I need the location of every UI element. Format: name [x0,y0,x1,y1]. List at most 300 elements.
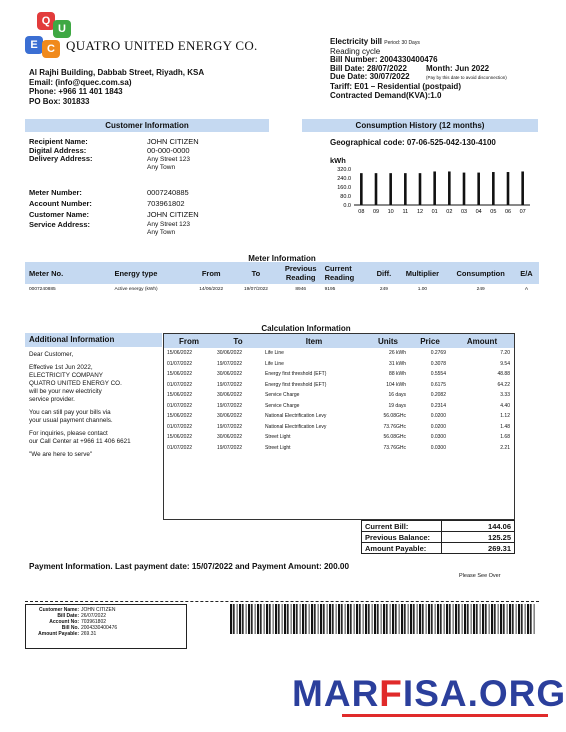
calc-cell: 01/07/2022 [167,381,193,388]
calc-cell: 1.12 [500,413,510,420]
calc-row [164,348,514,359]
account-number-label: Account Number: [29,198,92,208]
calc-cell: 0.3078 [430,360,446,367]
x-tick-label: 10 [387,209,394,215]
customer-name-value: JOHN CITIZEN [147,209,199,219]
payment-info: Payment Information. Last payment date: 15/07/2022 and Payment Amount: 200.00 [29,562,350,571]
y-tick-label: 80.0 [340,194,351,201]
meter-cell: 249 [476,286,485,292]
total-label: Amount Payable: [362,543,442,554]
barcode-bar [485,604,487,634]
barcode-bar [377,604,379,634]
calc-cell: 56.08GHc [383,434,406,441]
barcode-bar [395,604,397,634]
total-row [362,532,515,543]
calc-cell: 31 kWh [389,360,406,367]
barcode-bar [473,604,475,634]
barcode-bar [356,604,358,634]
barcode-bar [314,604,316,634]
barcode-bar [422,604,424,634]
calc-cell: 4.40 [500,402,510,409]
calc-cell: National Electrification Levy [265,423,327,430]
calc-cell: 15/06/2022 [167,392,193,399]
meter-col-diff: Diff. [376,268,392,278]
x-tick-label: 05 [490,209,497,215]
barcode-bar [345,604,346,634]
company-address: Al Rajhi Building, Dabbab Street, Riyadh, KSA [29,68,205,77]
calc-cell: 19/07/2022 [217,381,243,388]
consumption-bar [389,173,392,205]
meter-number-label: Meter Number: [29,188,82,197]
stub-bill-no-label: Bill No. [61,625,79,631]
barcode-bar [302,604,304,634]
total-label: Previous Balance: [362,532,442,543]
bill-number: Bill Number: 2004330400476 [330,55,438,65]
calc-cell: Street Light [265,434,291,441]
barcode-bar [239,604,241,634]
barcode-bar [327,604,328,634]
barcode-bar [464,604,466,634]
note-line: QUATRO UNITED ENERGY CO. [29,380,122,387]
watermark-letter: F [379,673,403,714]
meter-col-meter-no: Meter No. [29,268,64,278]
x-tick-label: 08 [358,209,365,215]
barcode-bar [462,604,463,634]
calc-cell: 19/07/2022 [217,423,243,430]
y-tick-label: 240.0 [337,176,351,183]
calc-header-row [164,334,514,348]
consumption-bar [375,173,378,205]
stub-bill-no-value: 2004330400476 [81,625,118,631]
calc-cell: 30/06/2022 [217,371,243,378]
stub-customer-value: JOHN CITIZEN [81,607,116,613]
watermark-letter: R [351,673,380,714]
calc-cell: 64.22 [497,381,510,388]
barcode-bar [437,604,439,634]
logo-hex-c: C [42,40,60,58]
calc-col-units: Units [378,336,398,346]
service-address-label: Service Address: [29,219,91,229]
x-tick-label: 06 [504,209,512,215]
meter-col-energy-type: Energy type [114,268,158,278]
due-date: Due Date: 30/07/2022 [330,72,410,82]
meter-cell: 8946 [295,286,307,292]
barcode-bar [273,604,274,634]
additional-info-notes [29,351,161,459]
payment-stub [25,604,187,649]
barcode-bar [323,604,325,634]
calc-row [164,390,514,401]
barcode-bar [401,604,403,634]
barcode-bar [503,604,505,634]
calc-cell: 73.76GHc [383,423,406,430]
note-line: Effective 1st Jun 2022, [29,364,93,371]
calc-cell: 01/07/2022 [167,423,193,430]
y-tick-label: 160.0 [337,185,351,192]
calc-cell: 0.0200 [430,413,446,420]
calc-cell: 19/07/2022 [217,360,243,367]
barcode-bar [500,604,502,634]
calc-table-box [163,333,515,520]
meter-cell: Active energy (kWh) [114,286,158,292]
barcode-bar [293,604,295,634]
meter-cell: 9195 [324,286,336,292]
barcode-bar [498,604,499,634]
meter-cell: 1.00 [417,286,428,292]
bill-period: Period: 30 Days [384,40,420,46]
barcode-bar [365,604,367,634]
consumption-header: Consumption History (12 months) [302,119,538,132]
meter-col-from: From [201,268,221,278]
barcode-bar [363,604,364,634]
barcode-bar [390,604,391,634]
barcode-bar [287,604,289,634]
bill-date: Bill Date: 28/07/2022 [330,63,407,73]
meter-col-to: To [251,268,261,278]
calc-cell: 15/06/2022 [167,350,193,357]
barcode-bar [242,604,244,634]
barcode-bar [237,604,238,634]
calc-cell: 0.0300 [430,434,446,441]
barcode-bar [347,604,349,634]
barcode-bar [521,604,523,634]
stub-account-value: 703961802 [81,619,107,625]
barcode-bar [269,604,271,634]
barcode-bar [374,604,376,634]
calc-row [164,411,514,422]
barcode-bar [512,604,514,634]
barcode-bar [491,604,493,634]
calc-cell: 0.2769 [430,350,446,357]
x-tick-label: 03 [460,209,468,215]
calc-cell: 48.88 [497,371,510,378]
total-value: 125.25 [442,532,515,543]
meter-info-title: Meter Information [248,254,316,263]
calc-cell: 19/07/2022 [217,402,243,409]
consumption-bar [507,172,510,205]
delivery-address-label: Delivery Address: [29,154,93,163]
calc-cell: 1.48 [500,423,510,430]
calc-cell: 01/07/2022 [167,360,193,367]
watermark-letter: R [508,673,537,714]
barcode-bar [444,604,445,634]
calc-row [164,380,514,391]
barcode-bar [489,604,490,634]
note-line: ELECTRICITY COMPANY [29,372,103,379]
watermark-letter: . [467,673,479,714]
logo-hex-q: Q [37,12,55,30]
calc-cell: 15/06/2022 [167,434,193,441]
barcode-bar [338,604,340,634]
barcode-bar [482,604,484,634]
calc-info-frame [25,333,515,556]
company-po-box: PO Box: 301833 [29,96,90,106]
note-line: "We are here to serve" [29,451,93,458]
barcode-bar [467,604,469,634]
x-tick-label: 09 [372,209,380,215]
tariff: Tariff: E01 – Residential (postpaid) [330,81,461,91]
y-tick-label: 320.0 [337,167,351,174]
barcode-bar [233,604,235,634]
calc-cell: 30/06/2022 [217,434,243,441]
calc-cell: Life Line [265,360,284,367]
x-tick-label: 04 [475,209,482,215]
consumption-bar [360,173,363,205]
barcode-bar [435,604,436,634]
total-label: Current Bill: [362,521,442,532]
consumption-bar [419,173,422,205]
barcode [230,604,540,634]
barcode-bar [278,604,280,634]
barcode-bar [354,604,355,634]
barcode-bar [291,604,292,634]
calc-info-title: Calculation Information [261,324,351,333]
calc-cell: National Electrification Levy [265,413,327,420]
barcode-bar [372,604,373,634]
barcode-bar [494,604,496,634]
chart-unit: kWh [330,156,346,165]
calc-col-item: Item [305,336,323,346]
barcode-bar [404,604,406,634]
calc-cell: 0.0200 [430,423,446,430]
customer-info-header: Customer Information [25,119,269,132]
calc-cell: 01/07/2022 [167,402,193,409]
barcode-bar [480,604,481,634]
barcode-bar [476,604,478,634]
barcode-bar [525,604,526,634]
service-address-value: Any Street 123 Any Town [147,220,190,236]
calc-cell: Street Light [265,444,291,451]
barcode-bar [534,604,535,634]
watermark-letter: G [536,673,566,714]
barcode-bar [428,604,430,634]
stub-bill-date-value: 26/07/2022 [81,613,107,619]
calc-row [164,432,514,443]
barcode-bar [350,604,352,634]
barcode-bar [341,604,343,634]
barcode-bar [399,604,400,634]
barcode-bar [419,604,421,634]
x-tick-label: 12 [416,209,424,215]
barcode-bar [471,604,472,634]
meter-col-ea: E/A [520,268,533,278]
digital-address-value: 00-000-0000 [147,145,190,155]
calc-cell: 2.21 [500,444,510,451]
stub-bill-date-label: Bill Date: [57,613,79,619]
account-number-value: 703961802 [147,198,185,208]
meter-number-value: 0007240885 [147,188,189,197]
watermark-underline [342,714,548,717]
calc-col-price: Price [420,336,440,346]
company-email: Email: (info@quec.com.sa) [29,77,132,87]
barcode-bar [260,604,262,634]
total-value: 144.06 [442,521,515,532]
calc-cell: 73.76GHc [383,444,406,451]
meter-cell: 0007240885 [29,286,56,292]
meter-cell: 249 [379,286,388,292]
barcode-bar [282,604,283,634]
calc-row [164,443,514,454]
barcode-bar [359,604,361,634]
consumption-bar [492,172,495,205]
watermark-letter: A [439,673,468,714]
calc-cell: 0.0300 [430,444,446,451]
barcode-bar [383,604,385,634]
barcode-bar [431,604,433,634]
barcode-bar [266,604,268,634]
logo-hex-e: E [25,36,43,54]
totals-table [361,520,515,554]
barcode-bar [530,604,532,634]
total-row [362,521,515,532]
company-address-block [29,68,204,106]
calc-cell: Service Charge [265,392,300,399]
barcode-bar [275,604,277,634]
barcode-bar [284,604,286,634]
barcode-bar [381,604,382,634]
calc-row [164,422,514,433]
barcode-bar [305,604,307,634]
calc-cell: 15/06/2022 [167,413,193,420]
calc-cell: 16 days [388,392,406,399]
calc-cell: Service Charge [265,402,300,409]
calc-row [164,369,514,380]
calc-cell: 15/06/2022 [167,371,193,378]
logo-hex-u: U [53,20,71,38]
barcode-bar [300,604,301,634]
barcode-bar [251,604,253,634]
barcode-bar [311,604,313,634]
calc-row [164,359,514,370]
barcode-bar [230,604,232,634]
meter-col-prev-reading: Previous Reading [284,264,317,282]
bill-month: Month: Jun 2022 [426,63,490,73]
calc-cell: 30/06/2022 [217,350,243,357]
x-tick-label: 07 [519,209,526,215]
stub-amount-label: Amount Payable: [38,631,79,637]
note-line: For inquiries, please contact [29,430,108,437]
calc-cell: 1.68 [500,434,510,441]
calc-col-from: From [179,336,199,346]
customer-name-label: Customer Name: [29,209,90,219]
stub-amount-value: 269.31 [81,631,97,637]
watermark-letter: A [323,673,352,714]
barcode-bar [318,604,319,634]
consumption-bar [521,171,524,205]
barcode-bar [440,604,442,634]
geo-code: Geographical code: 07-06-525-042-130-4100 [330,138,496,147]
barcode-bar [426,604,427,634]
total-row [362,543,515,554]
barcode-bar [246,604,247,634]
additional-info-header: Additional Information [25,333,162,347]
barcode-bar [309,604,310,634]
barcode-bar [507,604,508,634]
calc-cell: 56.08GHc [383,413,406,420]
note-line: our Call Center at +966 11 406 6621 [29,438,131,445]
watermark-letter: I [402,673,415,714]
barcode-bar [320,604,322,634]
digital-address-label: Digital Address: [29,145,87,155]
watermark-letter: O [478,673,509,714]
barcode-bar [336,604,337,634]
barcode-bar [257,604,259,634]
note-line: will be your new electricity [29,388,102,395]
stub-customer-label: Customer Name: [38,607,79,613]
barcode-bar [455,604,457,634]
barcode-bar [386,604,388,634]
calc-col-amount: Amount [466,336,498,346]
calc-cell: 88 kWh [389,371,406,378]
calc-cell: 30/06/2022 [217,392,243,399]
calc-cell: 0.6175 [430,381,446,388]
x-tick-label: 02 [446,209,453,215]
barcode-bar [527,604,529,634]
calc-cell: 104 kWh [386,381,406,388]
consumption-bar [448,171,451,205]
barcode-bar [255,604,256,634]
tear-line [25,601,539,602]
calc-cell: 0.5554 [430,371,446,378]
calc-cell: 0.2082 [430,392,446,399]
company-name: QUATRO UNITED ENERGY CO. [66,38,258,53]
note-line: your usual payment channels. [29,417,113,424]
barcode-bar [296,604,298,634]
barcode-bar [248,604,250,634]
watermark-letter: S [414,673,440,714]
barcode-bar [518,604,520,634]
recipient-label: Recipient Name: [29,137,88,146]
consumption-chart [326,163,536,218]
meter-col-curr-reading: Current Reading [324,264,355,282]
calc-cell: Life Line [265,350,284,357]
barcode-bar [410,604,412,634]
barcode-bar [408,604,409,634]
barcode-bar [392,604,394,634]
bill-summary [330,38,555,100]
meter-cell: A [524,286,529,292]
marfisa-watermark [292,674,566,714]
meter-cell: 14/06/2022 [199,286,224,292]
note-line: You can still pay your bills via [29,409,111,416]
calc-cell: 0.2314 [430,402,446,409]
calc-cell: 9.54 [500,360,510,367]
calc-col-to: To [233,336,243,346]
meter-col-consumption: Consumption [456,268,505,278]
meter-data-row [25,284,539,294]
barcode-bar [332,604,334,634]
calc-cell: Energy first threshold (EFT) [265,371,327,378]
calc-cell: 26 kWh [389,350,406,357]
customer-info-panel [29,138,269,237]
barcode-bar [413,604,415,634]
barcode-bar [516,604,517,634]
barcode-bar [453,604,454,634]
barcode-bar [329,604,331,634]
meter-info-table [25,262,539,294]
recipient-value: JOHN CITIZEN [147,137,199,146]
total-value: 269.31 [442,543,515,554]
contracted-demand: Contracted Demand(KVA):1.0 [330,90,442,100]
calc-row [164,401,514,412]
barcode-bar [509,604,511,634]
calc-cell: 3.33 [500,392,510,399]
barcode-bar [446,604,448,634]
calc-cell: Energy first threshold (EFT) [265,381,327,388]
consumption-bar [477,173,480,205]
calc-cell: 30/06/2022 [217,413,243,420]
consumption-bar [433,171,436,205]
